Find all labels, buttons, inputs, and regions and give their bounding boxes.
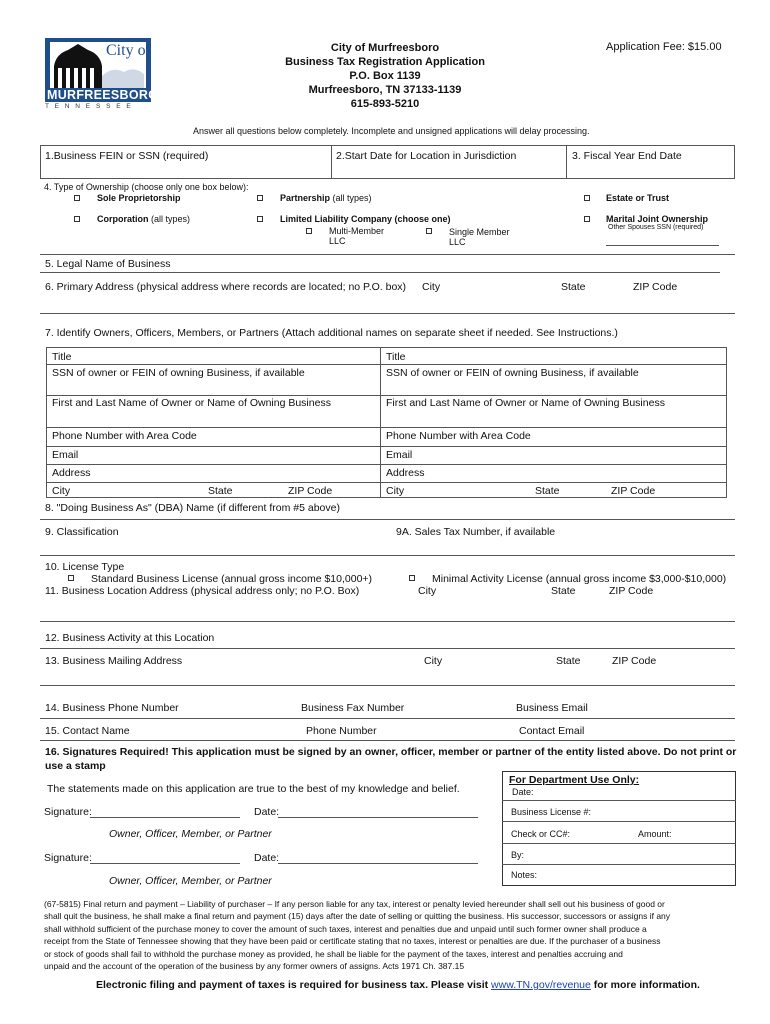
owner2-city[interactable]: City [386,485,405,497]
llc-checkbox[interactable] [257,216,263,222]
mailing-city-label: City [424,655,443,667]
revenue-link[interactable]: www.TN.gov/revenue [491,979,591,991]
owner2-address[interactable]: Address [386,467,425,479]
owner2-zip[interactable]: ZIP Code [611,485,656,497]
single-member-checkbox[interactable] [426,228,432,234]
minimal-license-checkbox[interactable] [409,575,415,581]
corporation-label: Corporation (all types) [97,214,191,224]
header-title: Business Tax Registration Application [285,56,485,68]
mailing-address-label: 13. Business Mailing Address [45,655,183,667]
multi-member-checkbox[interactable] [306,228,312,234]
marital-label: Marital Joint Ownership [606,214,709,224]
signature-2-role: Owner, Officer, Member, or Partner [109,875,272,887]
fiscal-year-label: 3. Fiscal Year End Date [572,150,682,162]
date-1-label: Date: [254,806,280,818]
divider [502,821,736,822]
date-2-field[interactable] [278,863,478,864]
owner1-title[interactable]: Title [52,351,72,363]
sales-tax-label: 9A. Sales Tax Number, if available [396,526,556,538]
single-member-label: Single Member [449,227,510,237]
corporation-checkbox[interactable] [74,216,80,222]
signature-2-label: Signature: [44,852,92,864]
footer-text-pre: Electronic filing and payment of taxes is required for business tax. Please visit [96,979,492,991]
divider [46,427,727,428]
owner1-email[interactable]: Email [52,449,79,461]
divider [40,254,735,255]
divider [502,864,736,865]
owner2-email[interactable]: Email [386,449,413,461]
signature-1-field[interactable] [90,817,240,818]
owner2-ssn[interactable]: SSN of owner or FEIN of owning Business, if available [386,367,639,379]
ownership-heading: 4. Type of Ownership (choose only one box below): [44,182,249,192]
header-address: Murfreesboro, TN 37133-1139 [308,84,462,96]
divider [46,482,727,483]
llc-label: Limited Liability Company (choose one) [280,214,451,224]
contact-email-label: Contact Email [519,725,585,737]
header-pobox: P.O. Box 1139 [349,70,421,82]
estate-trust-label: Estate or Trust [606,193,670,203]
sole-prop-label: Sole Proprietorship [97,193,181,203]
location-state-label: State [551,585,576,597]
marital-checkbox[interactable] [584,216,590,222]
dept-title: For Department Use Only: [509,774,640,786]
classification-label: 9. Classification [45,526,119,538]
signatures-heading-2: use a stamp [45,760,106,772]
footer-notice [96,979,700,991]
dba-field[interactable] [40,519,735,520]
mailing-address-field[interactable] [40,685,735,686]
mailing-zip-label: ZIP Code [612,655,657,667]
owner2-title[interactable]: Title [386,351,406,363]
date-2-label: Date: [254,852,280,864]
location-address-field[interactable] [40,621,735,622]
mailing-state-label: State [556,655,581,667]
date-1-field[interactable] [278,817,478,818]
legal-line: or stock of goods shall fail to withhold the purchase money as provided, he shall be liable for the payment of the taxes, interest and penalties accruing and [44,948,623,959]
signature-statement: The statements made on this application are true to the best of my knowledge and belief. [47,783,460,795]
primary-address-label: 6. Primary Address (physical address where records are located; no P.O. box) [45,281,407,293]
legal-line: shall quit the business, he shall make a final return and payment (15) days after the date of selling or quitting the business. His successor, successors or assigns if any [44,911,671,922]
primary-zip-label: ZIP Code [633,281,678,293]
owner1-ssn[interactable]: SSN of owner or FEIN of owning Business, if available [52,367,305,379]
owners-divider [380,347,381,498]
activity-label: 12. Business Activity at this Location [45,632,215,644]
signature-1-role: Owner, Officer, Member, or Partner [109,828,272,840]
legal-line: unpaid and the account of the operation of the business by any former owners of assigns. Acts 1971 Ch. 387.15 [44,961,465,972]
owner2-phone[interactable]: Phone Number with Area Code [386,430,531,442]
logo-state: T E N N E S S E E [45,103,133,110]
divider [46,446,727,447]
divider [46,364,727,365]
single-member-label-2: LLC [449,237,466,247]
instructions: Answer all questions below completely. Incomplete and unsigned applications will delay processing. [193,126,590,136]
dept-license: Business License #: [511,807,592,817]
divider [46,395,727,396]
business-email-label: Business Email [516,702,588,714]
location-address-label: 11. Business Location Address (physical address only; no P.O. Box) [45,585,360,597]
dept-check: Check or CC#: [511,829,571,839]
spouse-ssn-line[interactable] [606,245,719,246]
estate-trust-checkbox[interactable] [584,195,590,201]
header-city: City of Murfreesboro [330,42,440,54]
dba-label: 8. "Doing Business As" (DBA) Name (if different from #5 above) [45,502,340,514]
classification-field[interactable] [40,555,735,556]
multi-member-label: Multi-Member [329,226,385,236]
owner1-address[interactable]: Address [52,467,91,479]
divider [502,800,736,801]
logo-name: MURFREESBORO [47,88,159,102]
contact-field[interactable] [40,740,735,741]
business-phone-label: 14. Business Phone Number [45,702,179,714]
owner2-state[interactable]: State [535,485,560,497]
owner1-city[interactable]: City [52,485,71,497]
owners-label: 7. Identify Owners, Officers, Members, or Partners (Attach additional names on separate sheet if needed. See Instructions.) [45,327,618,339]
legal-notice [44,898,670,972]
dept-by: By: [511,850,525,860]
primary-city-label: City [422,281,441,293]
signature-1-label: Signature: [44,806,92,818]
spouse-ssn-label: Other Spouses SSN (required) [608,224,704,231]
dept-amount: Amount: [638,829,672,839]
fein-label: 1.Business FEIN or SSN (required) [45,150,209,162]
owner2-name[interactable]: First and Last Name of Owner or Name of Owning Business [386,397,665,409]
signature-2-field[interactable] [90,863,240,864]
partnership-checkbox[interactable] [257,195,263,201]
primary-state-label: State [561,281,586,293]
owner1-name[interactable]: First and Last Name of Owner or Name of Owning Business [52,397,331,409]
activity-field[interactable] [40,648,735,649]
start-date-label: 2.Start Date for Location in Jurisdiction [336,150,517,162]
contact-phone-label: Phone Number [306,725,377,737]
owner1-zip[interactable]: ZIP Code [288,485,333,497]
standard-license-checkbox[interactable] [68,575,74,581]
divider [502,843,736,844]
logo-city-of: City of [106,42,151,59]
business-fax-label: Business Fax Number [301,702,405,714]
license-type-label: 10. License Type [45,561,125,573]
dept-notes: Notes: [511,870,538,880]
minimal-license-label: Minimal Activity License (annual gross income $3,000-$10,000) [432,573,727,585]
legal-line: (67-5815) Final return and payment – Liability of purchaser – If any person liable for any tax, interest or penalty levied hereunder shall sell out his business of good or [44,899,665,909]
dept-date: Date: [512,787,534,797]
divider [46,464,727,465]
contact-name-label: 15. Contact Name [45,725,130,737]
footer-text-post: for more information. [590,979,700,991]
application-fee: Application Fee: $15.00 [606,41,722,53]
signatures-heading-1: 16. Signatures Required! This application must be signed by an owner, officer, member or partner of the entity listed above. Do not print or [45,746,737,758]
primary-address-field[interactable] [40,313,735,314]
standard-license-label: Standard Business License (annual gross income $10,000+) [91,573,373,585]
legal-name-field[interactable] [40,272,720,273]
multi-member-label-2: LLC [329,236,346,246]
header-phone: 615-893-5210 [350,98,420,110]
partnership-label: Partnership (all types) [280,193,372,203]
business-phone-field[interactable] [40,718,735,719]
legal-name-label: 5. Legal Name of Business [45,258,171,270]
city-logo [42,36,160,112]
sole-prop-checkbox[interactable] [74,195,80,201]
legal-line: receipt from the State of Tennessee showing that they have been paid or certificate stating that no taxes, interest or penalties are due. If the purchaser of a business [44,936,661,947]
location-zip-label: ZIP Code [609,585,654,597]
legal-line: shall withhold sufficient of the purchase money to cover the amount of such taxes, interest and penalties due and unpaid until such former owner shall produce a [44,923,647,934]
location-city-label: City [418,585,437,597]
owner1-state[interactable]: State [208,485,233,497]
owner1-phone[interactable]: Phone Number with Area Code [52,430,197,442]
